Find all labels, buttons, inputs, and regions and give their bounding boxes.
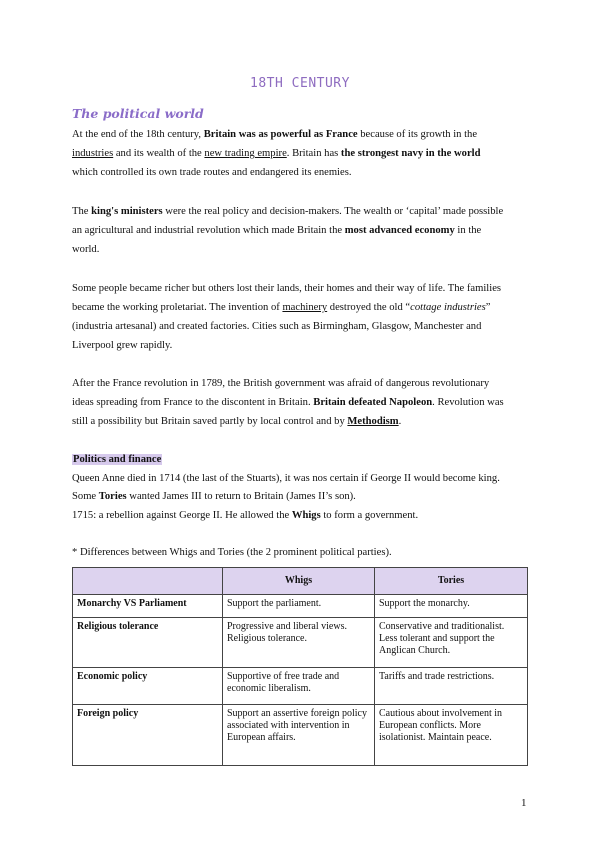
paragraph-4 xyxy=(72,374,527,431)
section-heading-politics-finance: Politics and finance xyxy=(73,454,162,465)
page-title: 18TH CENTURY xyxy=(250,76,350,91)
paragraph-2-line-3: world. xyxy=(72,244,100,255)
row-label: Religious tolerance xyxy=(73,618,223,668)
row-label: Foreign policy xyxy=(73,705,223,766)
paragraph-1-line-3: which controlled its own trade routes and endangered its enemies. xyxy=(72,167,352,178)
paragraph-1 xyxy=(72,125,527,182)
cell-tories: Tariffs and trade restrictions. xyxy=(375,668,528,705)
paragraph-3 xyxy=(72,279,527,355)
page-number: 1 xyxy=(521,797,527,809)
section-heading-political-world: The political world xyxy=(72,106,204,121)
whigs-tories-table xyxy=(72,567,528,766)
table-header-tories: Tories xyxy=(375,568,528,595)
paragraph-1-line-1: At the end of the 18th century, Britain was as powerful as France because of its growth in the xyxy=(72,129,478,140)
cell-whigs: Support an assertive foreign policy associated with intervention in European affairs. xyxy=(223,705,375,766)
paragraph-5-line-2: Some Tories wanted James III to return to Britain (James II’s son). xyxy=(72,491,356,502)
paragraph-1-line-2: industries and its wealth of the new trading empire. Britain has the strongest navy in the world xyxy=(72,148,481,159)
cell-whigs: Progressive and liberal views. Religious tolerance. xyxy=(223,618,375,668)
paragraph-2-line-1: The king's ministers were the real policy and decision-makers. The wealth or ‘capital’ made possible xyxy=(72,206,504,217)
paragraph-5-heading-line xyxy=(72,451,532,470)
table-note: * Differences between Whigs and Tories (the 2 prominent political parties). xyxy=(72,547,392,558)
table-row xyxy=(73,595,528,618)
cell-tories: Conservative and traditionalist. Less tolerant and support the Anglican Church. xyxy=(375,618,528,668)
paragraph-3-line-1: Some people became richer but others lost their lands, their homes and their way of life. The families xyxy=(72,283,502,294)
paragraph-4-line-3: still a possibility but Britain saved partly by local control and by Methodism. xyxy=(72,416,402,427)
cell-whigs: Supportive of free trade and economic liberalism. xyxy=(223,668,375,705)
table-header-whigs: Whigs xyxy=(223,568,375,595)
paragraph-3-line-3: (industria artesanal) and created factories. Cities such as Birmingham, Glasgow, Manchester and xyxy=(72,321,482,332)
paragraph-3-line-2: became the working proletariat. The invention of machinery destroyed the old “cottage industries” xyxy=(72,302,491,313)
table-header-row xyxy=(73,568,528,595)
politics-finance-block xyxy=(72,451,532,525)
cell-tories: Support the monarchy. xyxy=(375,595,528,618)
row-label: Monarchy VS Parliament xyxy=(73,595,223,618)
paragraph-5-line-3: 1715: a rebellion against George II. He allowed the Whigs to form a government. xyxy=(72,509,419,521)
table-row xyxy=(73,668,528,705)
paragraph-4-line-1: After the France revolution in 1789, the British government was afraid of dangerous revolutionary xyxy=(72,378,490,389)
table-row xyxy=(73,618,528,668)
cell-whigs: Support the parliament. xyxy=(223,595,375,618)
cell-tories: Cautious about involvement in European conflicts. More isolationist. Maintain peace. xyxy=(375,705,528,766)
paragraph-2 xyxy=(72,202,527,259)
row-label: Economic policy xyxy=(73,668,223,705)
paragraph-2-line-2: an agricultural and industrial revolution which made Britain the most advanced economy in the xyxy=(72,225,482,236)
table-header-empty xyxy=(73,568,223,595)
paragraph-3-line-4: Liverpool grew rapidly. xyxy=(72,340,173,351)
paragraph-4-line-2: ideas spreading from France to the discontent in Britain. Britain defeated Napoleon. Revolution was xyxy=(72,397,504,408)
paragraph-5-line-1: Queen Anne died in 1714 (the last of the Stuarts), it was nos certain if George II would become king. xyxy=(72,472,500,484)
table-row xyxy=(73,705,528,766)
